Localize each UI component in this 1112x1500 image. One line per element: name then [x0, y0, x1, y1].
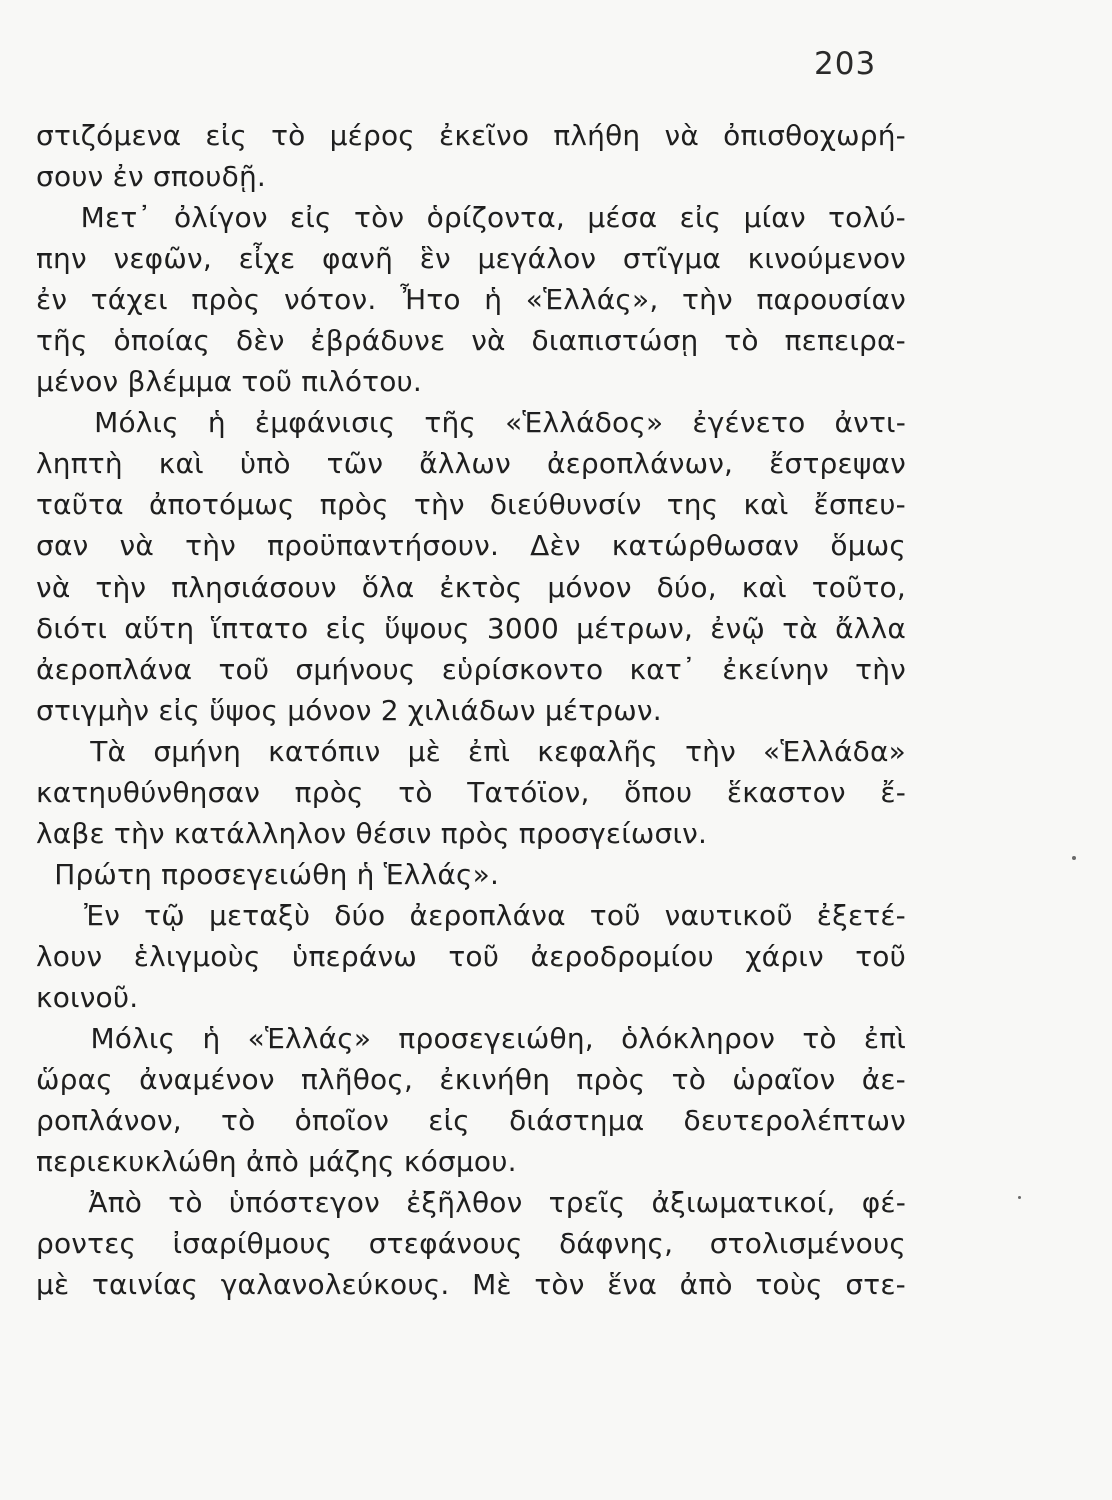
body-text — [36, 115, 906, 1305]
text-line: κατηυθύνθησαν πρὸς τὸ Τατόϊον, ὅπου ἕκαστον ἔ- — [36, 775, 906, 809]
text-line: τῆς ὁποίας δὲν ἐβράδυνε νὰ διαπιστώσῃ τὸ πεπειρα- — [36, 324, 906, 358]
page-speck — [1018, 1196, 1021, 1199]
text-line: σαν νὰ τὴν προϋπαντήσουν. Δὲν κατώρθωσαν ὅμως — [36, 529, 906, 563]
text-line: λαβε τὴν κατάλληλον θέσιν πρὸς προσγείωσιν. — [36, 816, 708, 850]
text-line: ὥρας ἀναμένον πλῆθος, ἐκινήθη πρὸς τὸ ὡραῖον ἀε- — [36, 1063, 906, 1097]
page-speck — [1072, 856, 1076, 860]
text-line: στιγμὴν εἰς ὕψος μόνον 2 χιλιάδων μέτρων. — [36, 693, 662, 727]
text-line: Τὰ σμήνη κατόπιν μὲ ἐπὶ κεφαλῆς τὴν «Ἑλλάδα» — [36, 734, 906, 768]
text-line: ροπλάνον, τὸ ὁποῖον εἰς διάστημα δευτερολέπτων — [36, 1104, 906, 1138]
text-line: διότι αὕτη ἵπτατο εἰς ὕψους 3000 μέτρων, ἐνῷ τὰ ἄλλα — [36, 611, 906, 645]
text-line: πην νεφῶν, εἶχε φανῆ ἓν μεγάλον στῖγμα κινούμενον — [36, 242, 906, 276]
text-line: Ἐν τῷ μεταξὺ δύο ἀεροπλάνα τοῦ ναυτικοῦ ἐξετέ- — [36, 898, 906, 932]
text-line: Μετ᾽ ὀλίγον εἰς τὸν ὁρίζοντα, μέσα εἰς μίαν τολύ- — [36, 201, 906, 235]
text-line: νὰ τὴν πλησιάσουν ὅλα ἐκτὸς μόνον δύο, καὶ τοῦτο, — [36, 570, 906, 604]
text-line: σουν ἐν σπουδῇ. — [36, 160, 267, 194]
text-line: μὲ ταινίας γαλανολεύκους. Μὲ τὸν ἕνα ἀπὸ τοὺς στε- — [36, 1268, 906, 1302]
text-line: ληπτὴ καὶ ὑπὸ τῶν ἄλλων ἀεροπλάνων, ἔστρεψαν — [36, 447, 906, 481]
text-line: Μόλις ἡ ἐμφάνισις τῆς «Ἑλλάδος» ἐγένετο ἀντι- — [36, 406, 906, 440]
text-line: Ἀπὸ τὸ ὑπόστεγον ἐξῆλθον τρεῖς ἀξιωματικοί, φέ- — [36, 1186, 906, 1220]
text-line: μένον βλέμμα τοῦ πιλότου. — [36, 365, 423, 399]
text-line: περιεκυκλώθη ἀπὸ μάζης κόσμου. — [36, 1145, 517, 1179]
text-line: ἐν τάχει πρὸς νότον. Ἦτο ἡ «Ἑλλάς», τὴν παρουσίαν — [36, 283, 906, 317]
text-line: λουν ἑλιγμοὺς ὑπεράνω τοῦ ἀεροδρομίου χάριν τοῦ — [36, 939, 906, 973]
page-number: 203 — [814, 46, 877, 82]
text-line: ἀεροπλάνα τοῦ σμήνους εὑρίσκοντο κατ᾽ ἐκείνην τὴν — [36, 652, 906, 686]
text-line: ροντες ἰσαρίθμους στεφάνους δάφνης, στολισμένους — [36, 1227, 906, 1261]
text-line: Μόλις ἡ «Ἑλλάς» προσεγειώθη, ὁλόκληρον τὸ ἐπὶ — [36, 1022, 906, 1056]
text-line: ταῦτα ἀποτόμως πρὸς τὴν διεύθυνσίν της καὶ ἔσπευ- — [36, 488, 906, 522]
text-line: Πρώτη προσεγειώθη ἡ Ἑλλάς». — [36, 857, 500, 891]
text-line: κοινοῦ. — [36, 980, 139, 1014]
text-line: στιζόμενα εἰς τὸ μέρος ἐκεῖνο πλήθη νὰ ὀπισθοχωρή- — [36, 119, 906, 152]
